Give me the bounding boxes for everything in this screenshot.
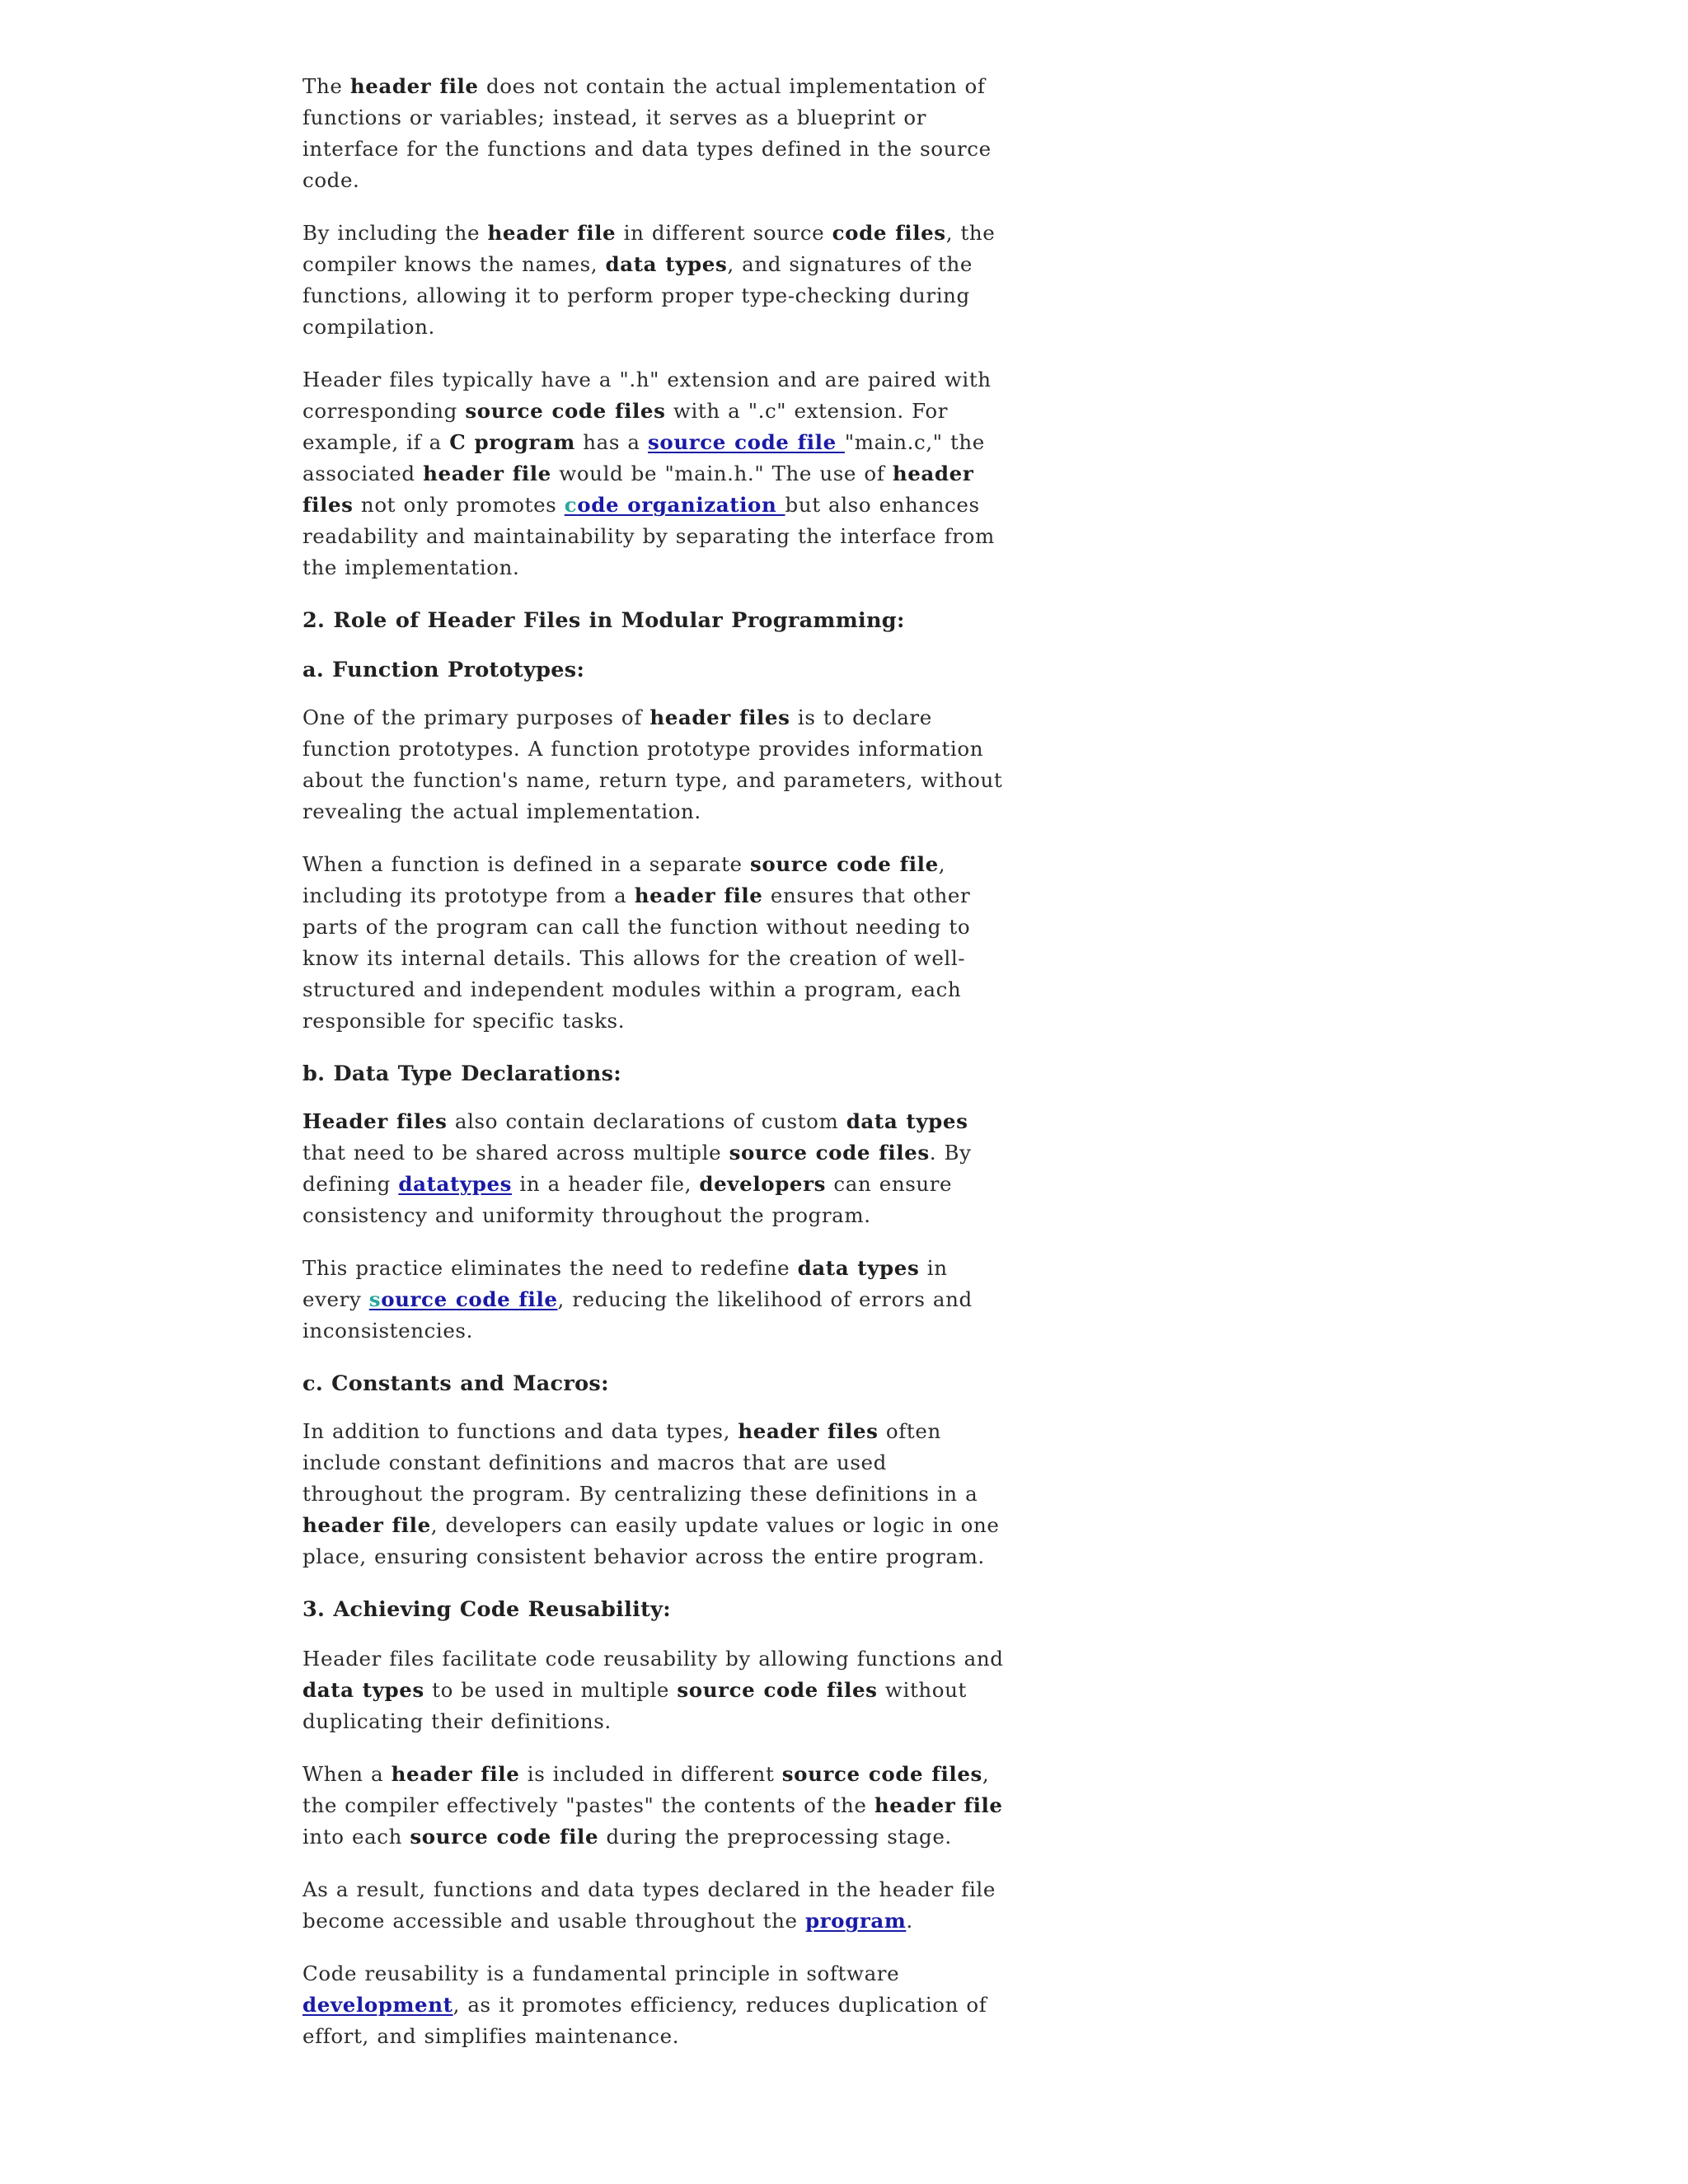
bold-term: source code files	[677, 1678, 878, 1702]
text: , and signatures of the functions, allowing it to perform proper type-checking during compilation.	[302, 252, 973, 339]
link-datatypes[interactable]: datatypes	[398, 1172, 513, 1196]
text: that need to be shared across multiple	[302, 1141, 729, 1165]
link-text: s	[368, 1287, 382, 1311]
bold-term: header files	[738, 1419, 879, 1443]
paragraph-preprocessing	[302, 1759, 1011, 1853]
text: In addition to functions and data types,	[302, 1419, 738, 1443]
text: This practice eliminates the need to redefine	[302, 1256, 798, 1280]
bold-term: code files	[832, 221, 946, 245]
text: is to declare function prototypes. A function prototype provides information about the function's name, return type, and parameters, without revealing the actual implementation.	[302, 705, 1003, 823]
bold-term: source code file	[410, 1825, 599, 1849]
section-heading-code-reusability: 3. Achieving Code Reusability:	[302, 1597, 671, 1622]
bold-term: developers	[699, 1172, 827, 1196]
section-heading-modular-programming: 2. Role of Header Files in Modular Programming:	[302, 608, 905, 633]
bold-term: C program	[449, 430, 575, 454]
text: .	[906, 1909, 913, 1933]
link-text: c	[564, 493, 578, 517]
bold-term: source code files	[465, 399, 666, 423]
paragraph-data-type-declarations	[302, 1106, 1011, 1231]
text: ensures that other parts of the program can call the function without needing to know its internal details. This allows for the creation of well-structured and independent modules within a program, each responsible for specific tasks.	[302, 883, 971, 1033]
bold-term: header file	[487, 221, 617, 245]
link-code-organization[interactable]	[565, 493, 785, 517]
text: but also enhances readability and maintainability by separating the interface from the implementation.	[302, 493, 995, 579]
link-development[interactable]: development	[302, 1993, 453, 2017]
bold-term: header file	[349, 74, 479, 98]
text: , including its prototype from a	[302, 852, 946, 907]
bold-term: header file	[302, 1513, 431, 1537]
text: As a result, functions and data types declared in the header file become accessible and usable throughout the	[302, 1877, 996, 1933]
subsection-heading-function-prototypes: a. Function Prototypes:	[302, 658, 585, 682]
text: in different source	[616, 221, 832, 245]
text: in a header file,	[512, 1172, 700, 1196]
paragraph-header-file-intro	[302, 71, 1011, 196]
bold-term: data types	[797, 1256, 920, 1280]
bold-term: source code files	[729, 1141, 930, 1165]
bold-term: Header files	[302, 1109, 448, 1133]
bold-term: header file	[391, 1762, 520, 1786]
text: , developers can easily update values or logic in one place, ensuring consistent behavior across the entire program.	[302, 1513, 1000, 1568]
text: can ensure consistency and uniformity throughout the program.	[302, 1172, 953, 1227]
paragraph-extensions	[302, 364, 1011, 583]
bold-term: source code files	[781, 1762, 982, 1786]
bold-term: data types	[846, 1109, 968, 1133]
text: into each	[302, 1825, 410, 1849]
paragraph-function-prototypes	[302, 702, 1011, 827]
link-program[interactable]: program	[804, 1909, 907, 1933]
text: , the compiler effectively "pastes" the contents of the	[302, 1762, 990, 1817]
text: Code reusability is a fundamental principle in software	[302, 1961, 900, 1985]
text: , the compiler knows the names,	[302, 221, 996, 276]
link-source-code-file[interactable]: source code file	[648, 430, 845, 454]
bold-term: data types	[605, 252, 728, 276]
bold-term: header file	[423, 462, 551, 485]
bold-term: header files	[649, 705, 790, 729]
bold-term: data types	[302, 1678, 424, 1702]
paragraph-constants-macros	[302, 1416, 1011, 1572]
text: When a function is defined in a separate	[302, 852, 751, 876]
text: would be "main.h." The use of	[551, 462, 893, 485]
text: is included in different	[519, 1762, 782, 1786]
text: during the preprocessing stage.	[598, 1825, 952, 1849]
subsection-heading-data-types: b. Data Type Declarations:	[302, 1062, 621, 1086]
subsection-heading-constants-macros: c. Constants and Macros:	[302, 1371, 609, 1396]
paragraph-accessible	[302, 1874, 1011, 1937]
text: "main.c," the associated	[302, 430, 985, 485]
text: has a	[574, 430, 649, 454]
text: , reducing the likelihood of errors and inconsistencies.	[302, 1287, 973, 1343]
link-text: ource code file	[381, 1287, 558, 1311]
paragraph-including-header	[302, 218, 1011, 343]
paragraph-fundamental-principle	[302, 1958, 1011, 2052]
bold-term: source code file	[750, 852, 939, 876]
text: without duplicating their definitions.	[302, 1678, 967, 1733]
paragraph-reusability-intro	[302, 1643, 1011, 1737]
text: Header files typically have a ".h" extension and are paired with corresponding	[302, 368, 992, 423]
text: in every	[302, 1256, 948, 1311]
text: Header files facilitate code reusability by allowing functions and	[302, 1647, 1004, 1671]
text: not only promotes	[353, 493, 565, 517]
link-source-code-file-2[interactable]	[369, 1287, 558, 1311]
bold-term: header file	[874, 1793, 1003, 1817]
text: often include constant definitions and macros that are used throughout the program. By centralizing these definitions in a	[302, 1419, 978, 1506]
link-text: ode organization	[577, 493, 785, 517]
text: The	[302, 74, 350, 98]
text: does not contain the actual implementation of functions or variables; instead, it serves as a blueprint or interface for the functions and data types defined in the source code.	[302, 74, 992, 192]
text: By including the	[302, 221, 488, 245]
text: to be used in multiple	[424, 1678, 678, 1702]
text: When a	[302, 1762, 392, 1786]
text: One of the primary purposes of	[302, 705, 650, 729]
article-body	[302, 71, 1011, 2074]
bold-term: header file	[634, 883, 763, 907]
paragraph-eliminates-redefine	[302, 1253, 1011, 1347]
text: . By defining	[302, 1141, 972, 1196]
text: also contain declarations of custom	[447, 1109, 846, 1133]
text: with a ".c" extension. For example, if a	[302, 399, 949, 454]
text: , as it promotes efficiency, reduces duplication of effort, and simplifies maintenance.	[302, 1993, 987, 2048]
paragraph-separate-source	[302, 849, 1011, 1037]
bold-term: header files	[302, 462, 974, 517]
